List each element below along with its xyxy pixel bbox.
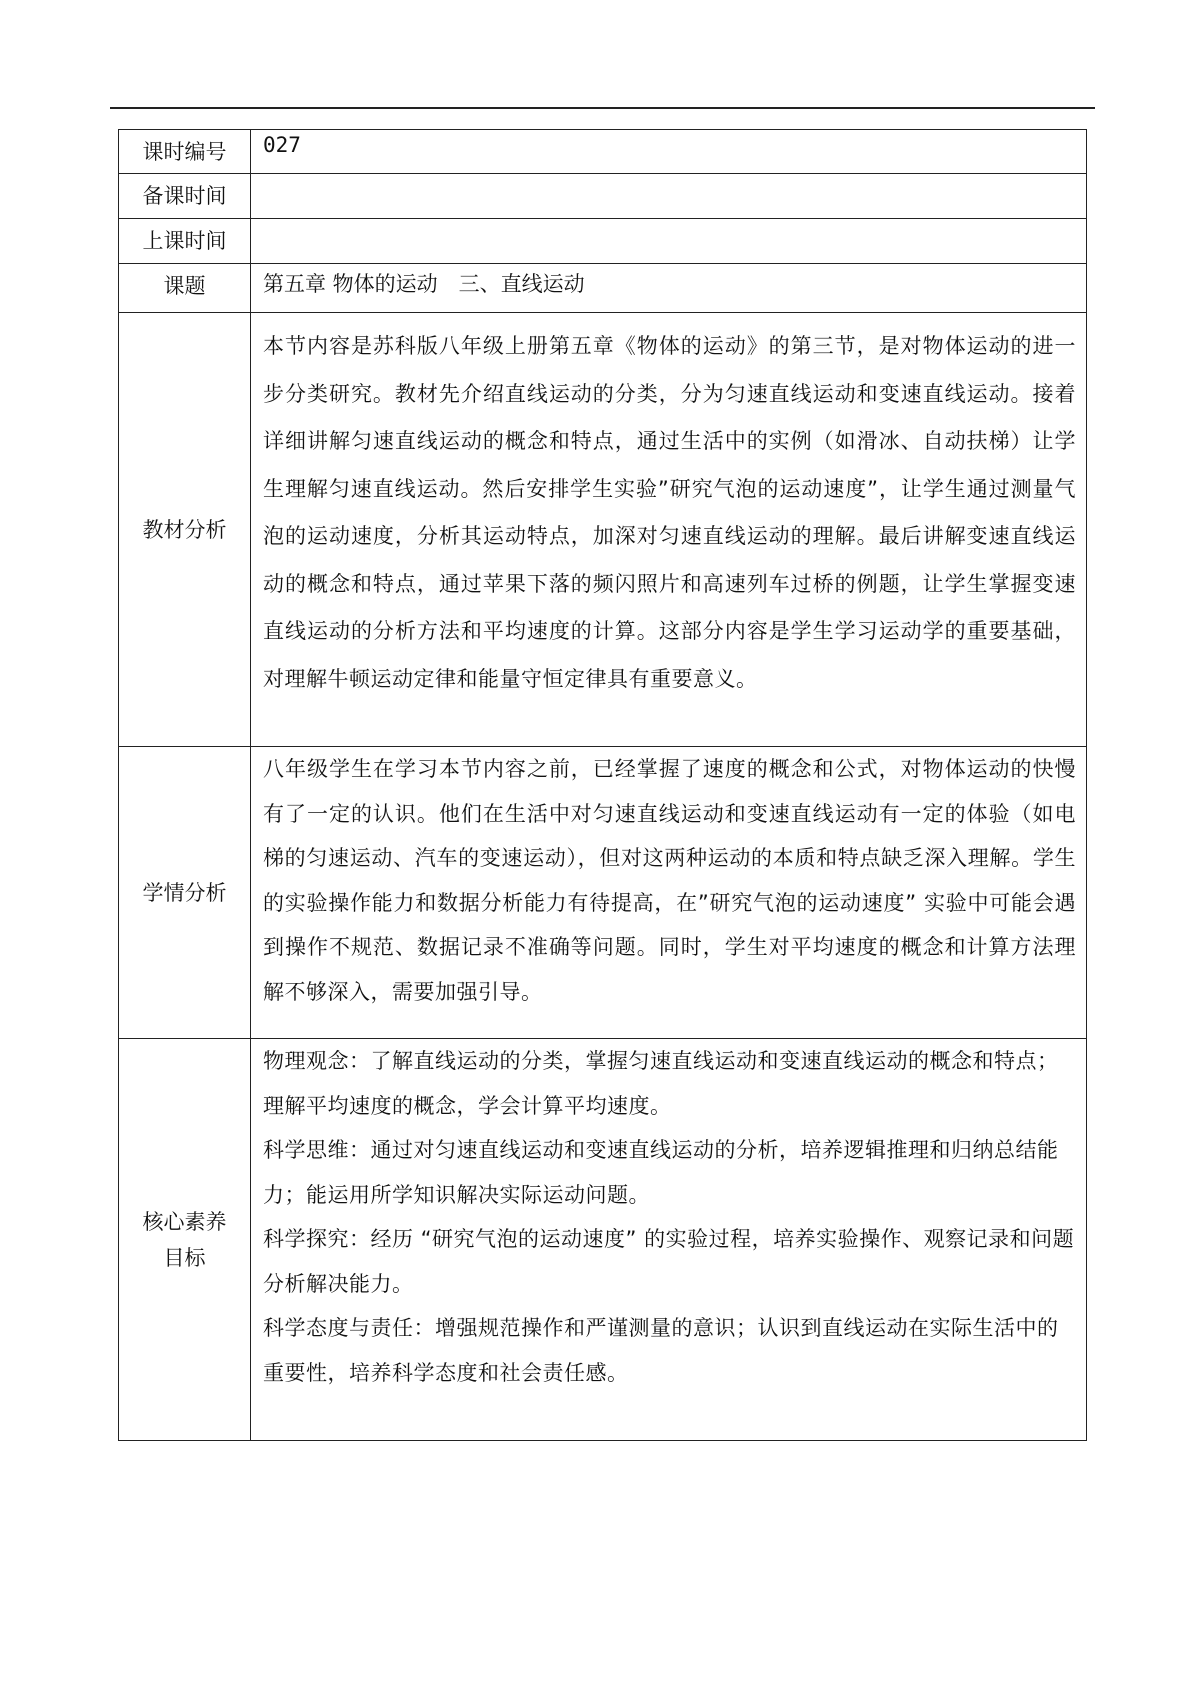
row-core-goals bbox=[119, 1039, 1087, 1441]
prep-time-value bbox=[251, 174, 1087, 219]
row-topic bbox=[119, 264, 1087, 313]
row-class-time bbox=[119, 219, 1087, 264]
textbook-analysis-text: 本节内容是苏科版八年级上册第五章《物体的运动》的第三节，是对物体运动的进一步分类研究。教材先介绍直线运动的分类，分为匀速直线运动和变速直线运动。接着详细讲解匀速直线运动的概念和特点，通过生活中的实例（如滑冰、自动扶梯）让学生理解匀速直线运动。然后安排学生实验”研究气泡的运动速度”，让学生通过测量气泡的运动速度，分析其运动特点，加深对匀速直线运动的理解。最后讲解变速直线运动的概念和特点，通过苹果下落的频闪照片和高速列车过桥的例题，让学生掌握变速直线运动的分析方法和平均速度的计算。这部分内容是学生学习运动学的重要基础，对理解牛顿运动定律和能量守恒定律具有重要意义。 bbox=[263, 334, 1076, 691]
student-analysis-cell bbox=[251, 747, 1087, 1039]
goal-attitude-responsibility: 科学态度与责任：增强规范操作和严谨测量的意识；认识到直线运动在实际生活中的重要性，培养科学态度和社会责任感。 bbox=[263, 1316, 1059, 1385]
lesson-number-value: 027 bbox=[251, 130, 1087, 174]
goal-scientific-thinking: 科学思维：通过对匀速直线运动和变速直线运动的分析，培养逻辑推理和归纳总结能力；能运用所学知识解决实际运动问题。 bbox=[263, 1138, 1059, 1207]
student-analysis-text: 八年级学生在学习本节内容之前，已经掌握了速度的概念和公式，对物体运动的快慢有了一定的认识。他们在生活中对匀速直线运动和变速直线运动有一定的体验（如电梯的匀速运动、汽车的变速运动），但对这两种运动的本质和特点缺乏深入理解。学生的实验操作能力和数据分析能力有待提高，在”研究气泡的运动速度” 实验中可能会遇到操作不规范、数据记录不准确等问题。同时，学生对平均速度的概念和计算方法理解不够深入，需要加强引导。 bbox=[263, 757, 1076, 1004]
row-prep-time bbox=[119, 174, 1087, 219]
textbook-analysis-cell bbox=[251, 313, 1087, 747]
goal-scientific-inquiry: 科学探究：经历 “研究气泡的运动速度” 的实验过程，培养实验操作、观察记录和问题分析解决能力。 bbox=[263, 1227, 1075, 1296]
topic-label: 课题 bbox=[119, 264, 251, 313]
header-rule bbox=[110, 107, 1095, 109]
class-time-value bbox=[251, 219, 1087, 264]
student-analysis-label: 学情分析 bbox=[119, 747, 251, 1039]
prep-time-label: 备课时间 bbox=[119, 174, 251, 219]
goal-physics-concept: 物理观念：了解直线运动的分类，掌握匀速直线运动和变速直线运动的概念和特点；理解平均速度的概念，学会计算平均速度。 bbox=[263, 1049, 1059, 1118]
lesson-plan-table bbox=[118, 129, 1087, 1441]
class-time-label: 上课时间 bbox=[119, 219, 251, 264]
core-goals-label bbox=[119, 1039, 251, 1441]
textbook-analysis-label: 教材分析 bbox=[119, 313, 251, 747]
core-goals-label-line1: 核心素养 bbox=[142, 1209, 227, 1234]
lesson-number-label: 课时编号 bbox=[119, 130, 251, 174]
topic-value: 第五章 物体的运动 三、直线运动 bbox=[251, 264, 1087, 313]
row-lesson-number bbox=[119, 130, 1087, 174]
core-goals-cell bbox=[251, 1039, 1087, 1441]
row-student-analysis bbox=[119, 747, 1087, 1039]
row-textbook-analysis bbox=[119, 313, 1087, 747]
core-goals-label-line2: 目标 bbox=[163, 1245, 206, 1270]
